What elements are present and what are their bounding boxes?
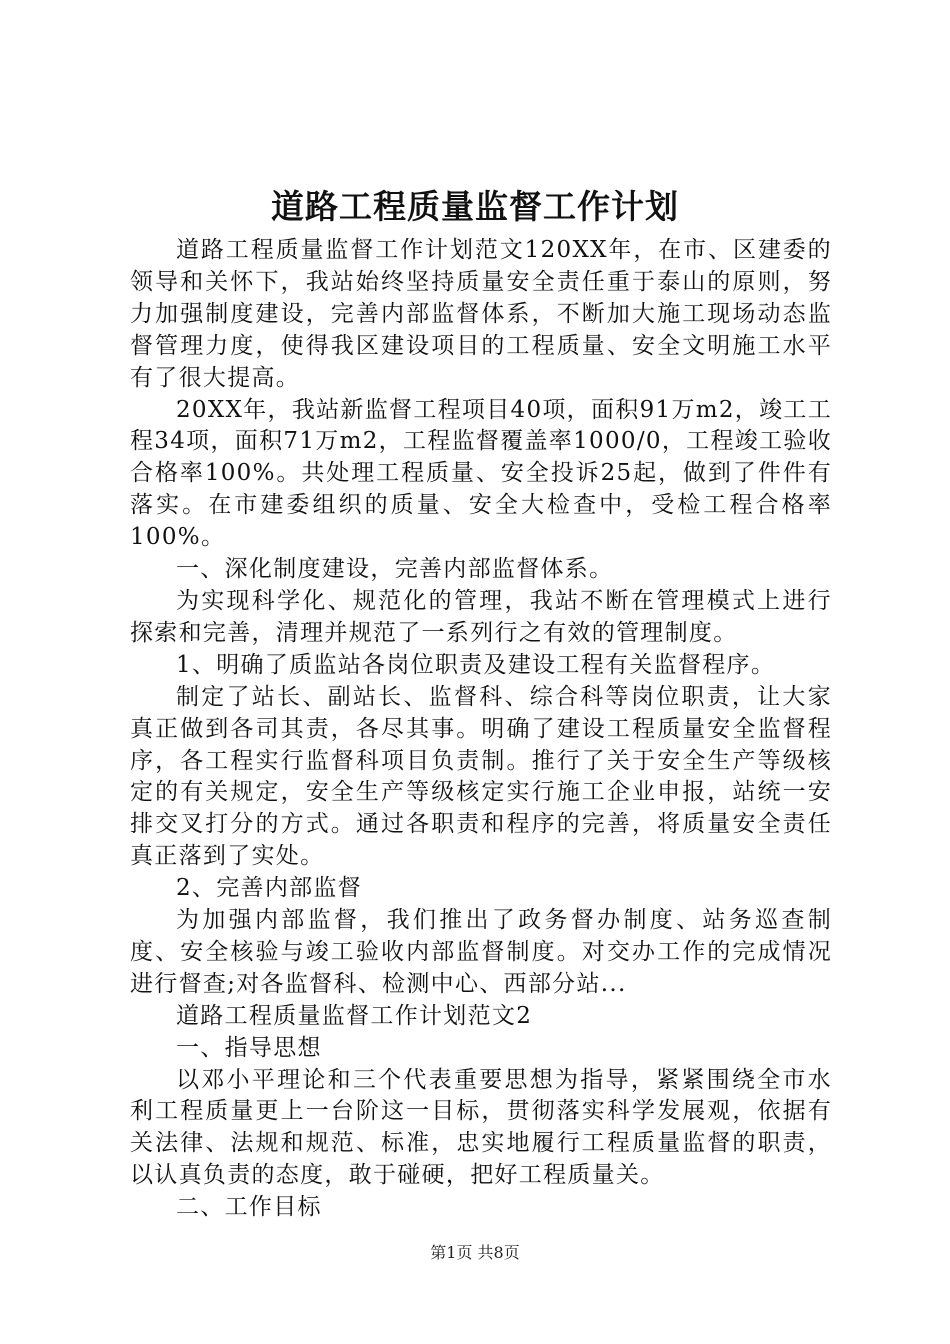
paragraph-guiding-ideology: 以邓小平理论和三个代表重要思想为指导，紧紧围绕全市水利工程质量更上一台阶这一目标，贯彻落实科学发展观，依据有关法律、法规和规范、标准，忠实地履行工程质量监督的职责，以认真负责的态度，敢于碰硬，把好工程质量关。 — [130, 1066, 832, 1189]
sample-heading-2: 道路工程质量监督工作计划范文2 — [176, 1002, 533, 1029]
paragraph-responsibilities: 制定了站长、副站长、监督科、综合科等岗位职责，让大家真正做到各司其责，各尽其事。明确了建设工程质量安全监督程序，各工程实行监督科项目负责制。推行了关于安全生产等级核定的有关规定，安全生产等级核定实行施工企业申报，站统一安排交叉打分的方式。通过各职责和程序的完善，将质量安全责任真正落到了实处。 — [130, 683, 832, 870]
paragraph-management: 为实现科学化、规范化的管理，我站不断在管理模式上进行探索和完善，清理并规范了一系列行之有效的管理制度。 — [130, 587, 832, 646]
section-heading-work-goals: 二、工作目标 — [176, 1194, 322, 1221]
subsection-heading-1: 1、明确了质监站各岗位职责及建设工程有关监督程序。 — [176, 651, 776, 678]
document-body — [130, 235, 832, 1224]
paragraph-internal-supervision: 为加强内部监督，我们推出了政务督办制度、站务巡查制度、安全核验与竣工验收内部监督制度。对交办工作的完成情况进行督查;对各监督科、检测中心、西部分站... — [130, 907, 832, 997]
page-number-footer: 第1页 共8页 — [430, 1243, 520, 1262]
subsection-heading-2: 2、完善内部监督 — [176, 875, 363, 902]
document-title: 道路工程质量监督工作计划 — [271, 187, 679, 226]
section-heading-1: 一、深化制度建设，完善内部监督体系。 — [176, 556, 614, 583]
paragraph-intro: 道路工程质量监督工作计划范文120XX年，在市、区建委的领导和关怀下，我站始终坚持质量安全责任重于泰山的原则，努力加强制度建设，完善内部监督体系，不断加大施工现场动态监督管理力度，使得我区建设项目的工程质量、安全文明施工水平有了很大提高。 — [130, 237, 832, 391]
section-heading-guiding-ideology: 一、指导思想 — [176, 1034, 322, 1061]
paragraph-statistics: 20XX年，我站新监督工程项目40项，面积91万m2，竣工工程34项，面积71万m2，工程监督覆盖率1000/0，工程竣工验收合格率100%。共处理工程质量、安全投诉25起，做到了件件有落实。在市建委组织的质量、安全大检查中，受检工程合格率100%。 — [130, 396, 832, 551]
